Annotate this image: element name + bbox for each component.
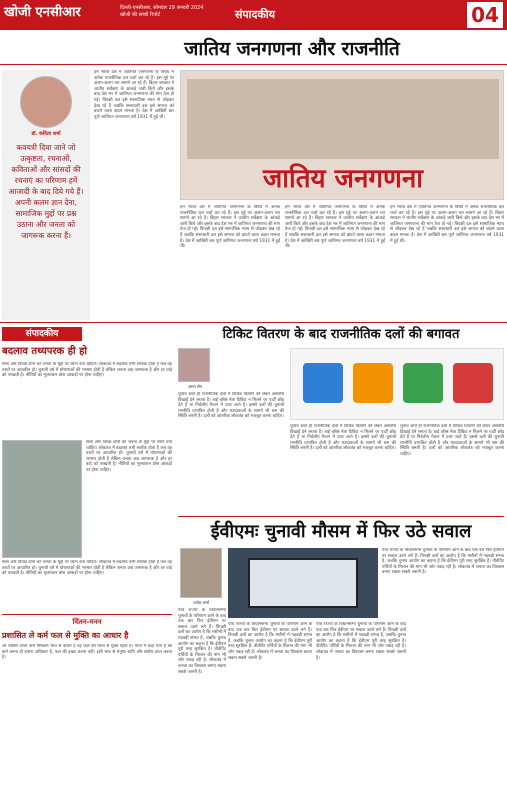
story3-headline: ईवीएमः चुनावी मौसम में फिर उठे सवाल bbox=[210, 521, 472, 542]
editorial-headline: बदलाव तथ्यपरक ही हो bbox=[2, 346, 88, 357]
story1-body: हम भारत देश में जातिगत जनगणना के विषय में अनेक राजनीतिक दल चर्चा कर रहे हैं। इस मुद्दे पर अलग-अलग मत सामने आ रहे हैं। बिहार सरकार ने जातीय सर्वेक्षण के आंकड़े जारी किये और इसके बाद देश भर में जातिगत जनगणना की मांग तेज हो गई। विपक्षी दल इसे सामाजिक न्याय से जोड़कर देख रहे हैं जबकि सत्ताधारी दल इसे समाज को बांटने वाला कदम मानता है। देश में आखिरी बार पूर्ण जातिगत जनगणना वर्ष 1931 में हुई थी। bbox=[94, 70, 174, 120]
columnist-name: डॉ. कविता शर्मा bbox=[31, 131, 61, 137]
divider bbox=[178, 516, 504, 517]
story1-image-caption: जातिय जनगणना bbox=[262, 164, 424, 194]
newspaper-logo: खोजी एनसीआर bbox=[4, 5, 81, 20]
person-photo-icon bbox=[20, 76, 72, 128]
masthead bbox=[0, 0, 507, 30]
story2-body: चुनाव आते ही राजनीतिक दलों में टिकिट वितरण को लेकर असंतोष दिखाई देने लगता है। कई वरिष्ठ नेता टिकिट न मिलने पर पार्टी छोड़ देते हैं या निर्दलीय मैदान में उतर जाते हैं। इससे दलों की चुनावी रणनीति प्रभावित होती है और मतदाताओं के सामने भी भ्रम की स्थिति बनती है। दलों को आंतरिक लोकतंत्र को मजबूत करना चाहिए। bbox=[178, 392, 284, 420]
issue-tagline: खोजी की सच्ची रिपोर्ट bbox=[120, 12, 161, 18]
story2-author-photo bbox=[178, 348, 210, 382]
story2-author: अमन सेन bbox=[188, 384, 202, 389]
evm-machine-icon bbox=[248, 558, 358, 608]
editorial-section-label: संपादकीय bbox=[2, 327, 82, 341]
party-flag-icon bbox=[403, 363, 443, 403]
story3-author-photo bbox=[180, 548, 222, 598]
story1-body-col3: हम भारत देश में जातिगत जनगणना के विषय में अनेक राजनीतिक दल चर्चा कर रहे हैं। इस मुद्दे पर अलग-अलग मत सामने आ रहे हैं। बिहार सरकार ने जातीय सर्वेक्षण के आंकड़े जारी किये और इसके बाद देश भर में जातिगत जनगणना की मांग तेज हो गई। विपक्षी दल इसे सामाजिक न्याय से जोड़कर देख रहे हैं जबकि सत्ताधारी दल इसे समाज को बांटने वाला कदम मानता है। देश में आखिरी बार पूर्ण जातिगत जनगणना वर्ष 1931 में हुई थी। bbox=[285, 205, 385, 250]
columnist-box bbox=[2, 70, 90, 320]
editorial-photo bbox=[2, 440, 82, 558]
story4-headline: प्रशासित ले कर्म फल से मुक्ति का आधार है bbox=[2, 630, 129, 640]
party-flag-icon bbox=[353, 363, 393, 403]
story3-body-col3: पांच राज्यों के विधानसभा चुनावों के परिणाम आने के बाद एक बार फिर ईवीएम पर सवाल उठने लगे हैं। विपक्षी दलों का आरोप है कि मशीनों में गड़बड़ी संभव है, जबकि चुनाव आयोग का कहना है कि ईवीएम पूरी तरह सुरक्षित हैं। वीवीपैट पर्चियों के मिलान की मांग भी जोर पकड़ रही है। लोकतंत्र में जनता का विश्वास बनाए रखना सबसे जरूरी है। bbox=[316, 622, 406, 661]
crowd-illustration bbox=[187, 79, 499, 159]
story3-body: पांच राज्यों के विधानसभा चुनावों के परिणाम आने के बाद एक बार फिर ईवीएम पर सवाल उठने लगे हैं। विपक्षी दलों का आरोप है कि मशीनों में गड़बड़ी संभव है, जबकि चुनाव आयोग का कहना है कि ईवीएम पूरी तरह सुरक्षित हैं। वीवीपैट पर्चियों के मिलान की मांग भी जोर पकड़ रही है। लोकतंत्र में जनता का विश्वास बनाए रखना सबसे जरूरी है। bbox=[178, 608, 226, 675]
story4-section-label: चिंतन-मनन bbox=[72, 618, 102, 626]
editorial-body-cont: सत्ता और विपक्ष दोनों को जनता के मुद्दों पर ध्यान देना चाहिए। लोकतंत्र में बदलाव तभी सार्थक होता है जब वह तथ्यों पर आधारित हो। चुनावी वर्ष में घोषणाओं की भरमार होती है लेकिन जनता अब जागरूक है और हर वादे को परखती है। नीतियों का मूल्यांकन ठोस आंकड़ों पर होना चाहिए। bbox=[86, 440, 172, 473]
divider bbox=[0, 64, 507, 65]
story2-headline: टिकिट वितरण के बाद राजनीतिक दलों की बगावत bbox=[222, 327, 460, 342]
party-flag-icon bbox=[303, 363, 343, 403]
divider bbox=[2, 614, 172, 615]
party-flag-icon bbox=[453, 363, 493, 403]
issue-date: दिल्ली-एनसीआर, सोमवार 29 जनवरी 2024 bbox=[120, 5, 204, 11]
page-number: 04 bbox=[467, 2, 503, 28]
story3-body-col4: पांच राज्यों के विधानसभा चुनावों के परिणाम आने के बाद एक बार फिर ईवीएम पर सवाल उठने लगे हैं। विपक्षी दलों का आरोप है कि मशीनों में गड़बड़ी संभव है, जबकि चुनाव आयोग का कहना है कि ईवीएम पूरी तरह सुरक्षित हैं। वीवीपैट पर्चियों के मिलान की मांग भी जोर पकड़ रही है। लोकतंत्र में जनता का विश्वास बनाए रखना सबसे जरूरी है। bbox=[382, 548, 504, 576]
editorial-body-cont2: सत्ता और विपक्ष दोनों को जनता के मुद्दों पर ध्यान देना चाहिए। लोकतंत्र में बदलाव तभी सार्थक होता है जब वह तथ्यों पर आधारित हो। चुनावी वर्ष में घोषणाओं की भरमार होती है लेकिन जनता अब जागरूक है और हर वादे को परखती है। नीतियों का मूल्यांकन ठोस आंकड़ों पर होना चाहिए। bbox=[2, 560, 172, 577]
story1-body-col4: हम भारत देश में जातिगत जनगणना के विषय में अनेक राजनीतिक दल चर्चा कर रहे हैं। इस मुद्दे पर अलग-अलग मत सामने आ रहे हैं। बिहार सरकार ने जातीय सर्वेक्षण के आंकड़े जारी किये और इसके बाद देश भर में जातिगत जनगणना की मांग तेज हो गई। विपक्षी दल इसे सामाजिक न्याय से जोड़कर देख रहे हैं जबकि सत्ताधारी दल इसे समाज को बांटने वाला कदम मानता है। देश में आखिरी बार पूर्ण जातिगत जनगणना वर्ष 1931 में हुई थी। bbox=[390, 205, 504, 244]
story4-body: जो व्यक्ति अपने कर्म निष्काम भाव से करता है वह फल की चिंता से मुक्त रहता है। गीता में कहा गया है कि कर्म करना ही हमारा अधिकार है, फल की इच्छा करना नहीं। इसी भाव से मनुष्य शांति और संतोष प्राप्त करता है। bbox=[2, 644, 172, 661]
story1-body-col2: हम भारत देश में जातिगत जनगणना के विषय में अनेक राजनीतिक दल चर्चा कर रहे हैं। इस मुद्दे पर अलग-अलग मत सामने आ रहे हैं। बिहार सरकार ने जातीय सर्वेक्षण के आंकड़े जारी किये और इसके बाद देश भर में जातिगत जनगणना की मांग तेज हो गई। विपक्षी दल इसे सामाजिक न्याय से जोड़कर देख रहे हैं जबकि सत्ताधारी दल इसे समाज को बांटने वाला कदम मानता है। देश में आखिरी बार पूर्ण जातिगत जनगणना वर्ष 1931 में हुई थी। bbox=[180, 205, 280, 250]
story3-body-col2: पांच राज्यों के विधानसभा चुनावों के परिणाम आने के बाद एक बार फिर ईवीएम पर सवाल उठने लगे हैं। विपक्षी दलों का आरोप है कि मशीनों में गड़बड़ी संभव है, जबकि चुनाव आयोग का कहना है कि ईवीएम पूरी तरह सुरक्षित हैं। वीवीपैट पर्चियों के मिलान की मांग भी जोर पकड़ रही है। लोकतंत्र में जनता का विश्वास बनाए रखना सबसे जरूरी है। bbox=[228, 622, 312, 661]
section-title: संपादकीय bbox=[234, 8, 276, 21]
issue-meta bbox=[120, 5, 204, 19]
editorial-body: सत्ता और विपक्ष दोनों को जनता के मुद्दों पर ध्यान देना चाहिए। लोकतंत्र में बदलाव तभी सार्थक होता है जब वह तथ्यों पर आधारित हो। चुनावी वर्ष में घोषणाओं की भरमार होती है लेकिन जनता अब जागरूक है और हर वादे को परखती है। नीतियों का मूल्यांकन ठोस आंकड़ों पर होना चाहिए। bbox=[2, 362, 172, 379]
story1-image bbox=[180, 70, 504, 200]
story1-headline: जातिय जनगणना और राजनीति bbox=[184, 38, 400, 60]
story3-author: राजेश शर्मा bbox=[193, 600, 209, 605]
story2-body-col2: चुनाव आते ही राजनीतिक दलों में टिकिट वितरण को लेकर असंतोष दिखाई देने लगता है। कई वरिष्ठ नेता टिकिट न मिलने पर पार्टी छोड़ देते हैं या निर्दलीय मैदान में उतर जाते हैं। इससे दलों की चुनावी रणनीति प्रभावित होती है और मतदाताओं के सामने भी भ्रम की स्थिति बनती है। दलों को आंतरिक लोकतंत्र को मजबूत करना चाहिए। bbox=[290, 424, 396, 452]
divider bbox=[0, 322, 507, 323]
columnist-quote: कवयत्री दिया जाने जो उत्कृष्टता, रचनाओं, कविताओं और सांसदों की रचनाएं का परिणाम हमें आजादी के बाद दिये गये हैं। अपनी कलम ज्ञान देना, सामाजिक मुद्दों पर प्रश्न उठाना और जनता को जागरूक करना हैं। bbox=[8, 143, 84, 240]
story3-image bbox=[228, 548, 378, 618]
story2-body-col3: चुनाव आते ही राजनीतिक दलों में टिकिट वितरण को लेकर असंतोष दिखाई देने लगता है। कई वरिष्ठ नेता टिकिट न मिलने पर पार्टी छोड़ देते हैं या निर्दलीय मैदान में उतर जाते हैं। इससे दलों की चुनावी रणनीति प्रभावित होती है और मतदाताओं के सामने भी भ्रम की स्थिति बनती है। दलों को आंतरिक लोकतंत्र को मजबूत करना चाहिए। bbox=[400, 424, 504, 457]
story2-image bbox=[290, 348, 504, 420]
